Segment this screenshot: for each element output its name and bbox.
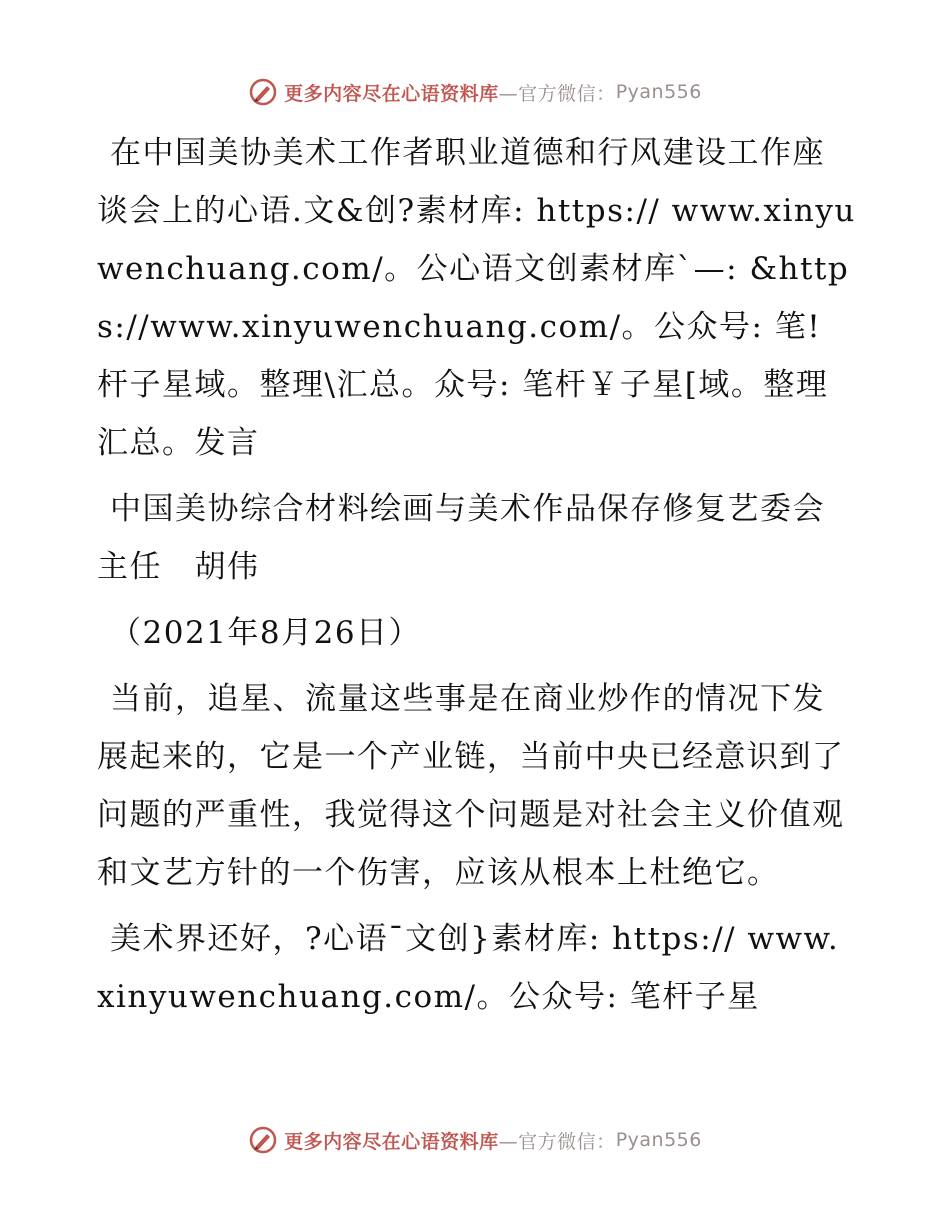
footer-banner — [0, 1120, 950, 1160]
banner-red-text: 更多内容尽在心语资料库 — [284, 82, 499, 105]
banner-wechat-id: Pyan556 — [615, 1129, 702, 1151]
pen-logo-icon — [248, 77, 278, 107]
banner-grey-text: —官方微信： — [498, 82, 616, 105]
header-banner — [0, 72, 950, 112]
banner-grey-text: —官方微信： — [498, 1130, 616, 1153]
paragraph-date: （2021年8月26日） — [110, 615, 422, 651]
paragraph-body-1: 当前，追星、流量这些事是在商业炒作的情况下发展起来的，它是一个产业链，当前中央已经意识到了问题的严重性，我觉得这个问题是对社会主义价值观和文艺方针的一个伤害，应该从根本上杜绝它。 — [97, 681, 845, 891]
pen-logo-icon — [248, 1125, 278, 1155]
document-body — [97, 124, 857, 1026]
banner-wechat-id: Pyan556 — [615, 81, 702, 103]
paragraph-title: 在中国美协美术工作者职业道德和行风建设工作座谈会上的心语.文&创?素材库: https:// www.xinyuwenchuang.com/。公心语文创素材库`—: &https://www.xinyuwenchuang.com/。公众号: 笔! 杆子星域。整理\汇总。众号: 笔杆￥子星[域。整理汇总。发言 — [97, 135, 856, 461]
paragraph-author: 中国美协综合材料绘画与美术作品保存修复艺委会主任 胡伟 — [97, 491, 825, 585]
paragraph-body-2: 美术界还好，?心语¯文创}素材库: https:// www.xinyuwenchuang.com/。公众号: 笔杆子星 — [97, 921, 840, 1015]
banner-red-text: 更多内容尽在心语资料库 — [284, 1130, 499, 1153]
